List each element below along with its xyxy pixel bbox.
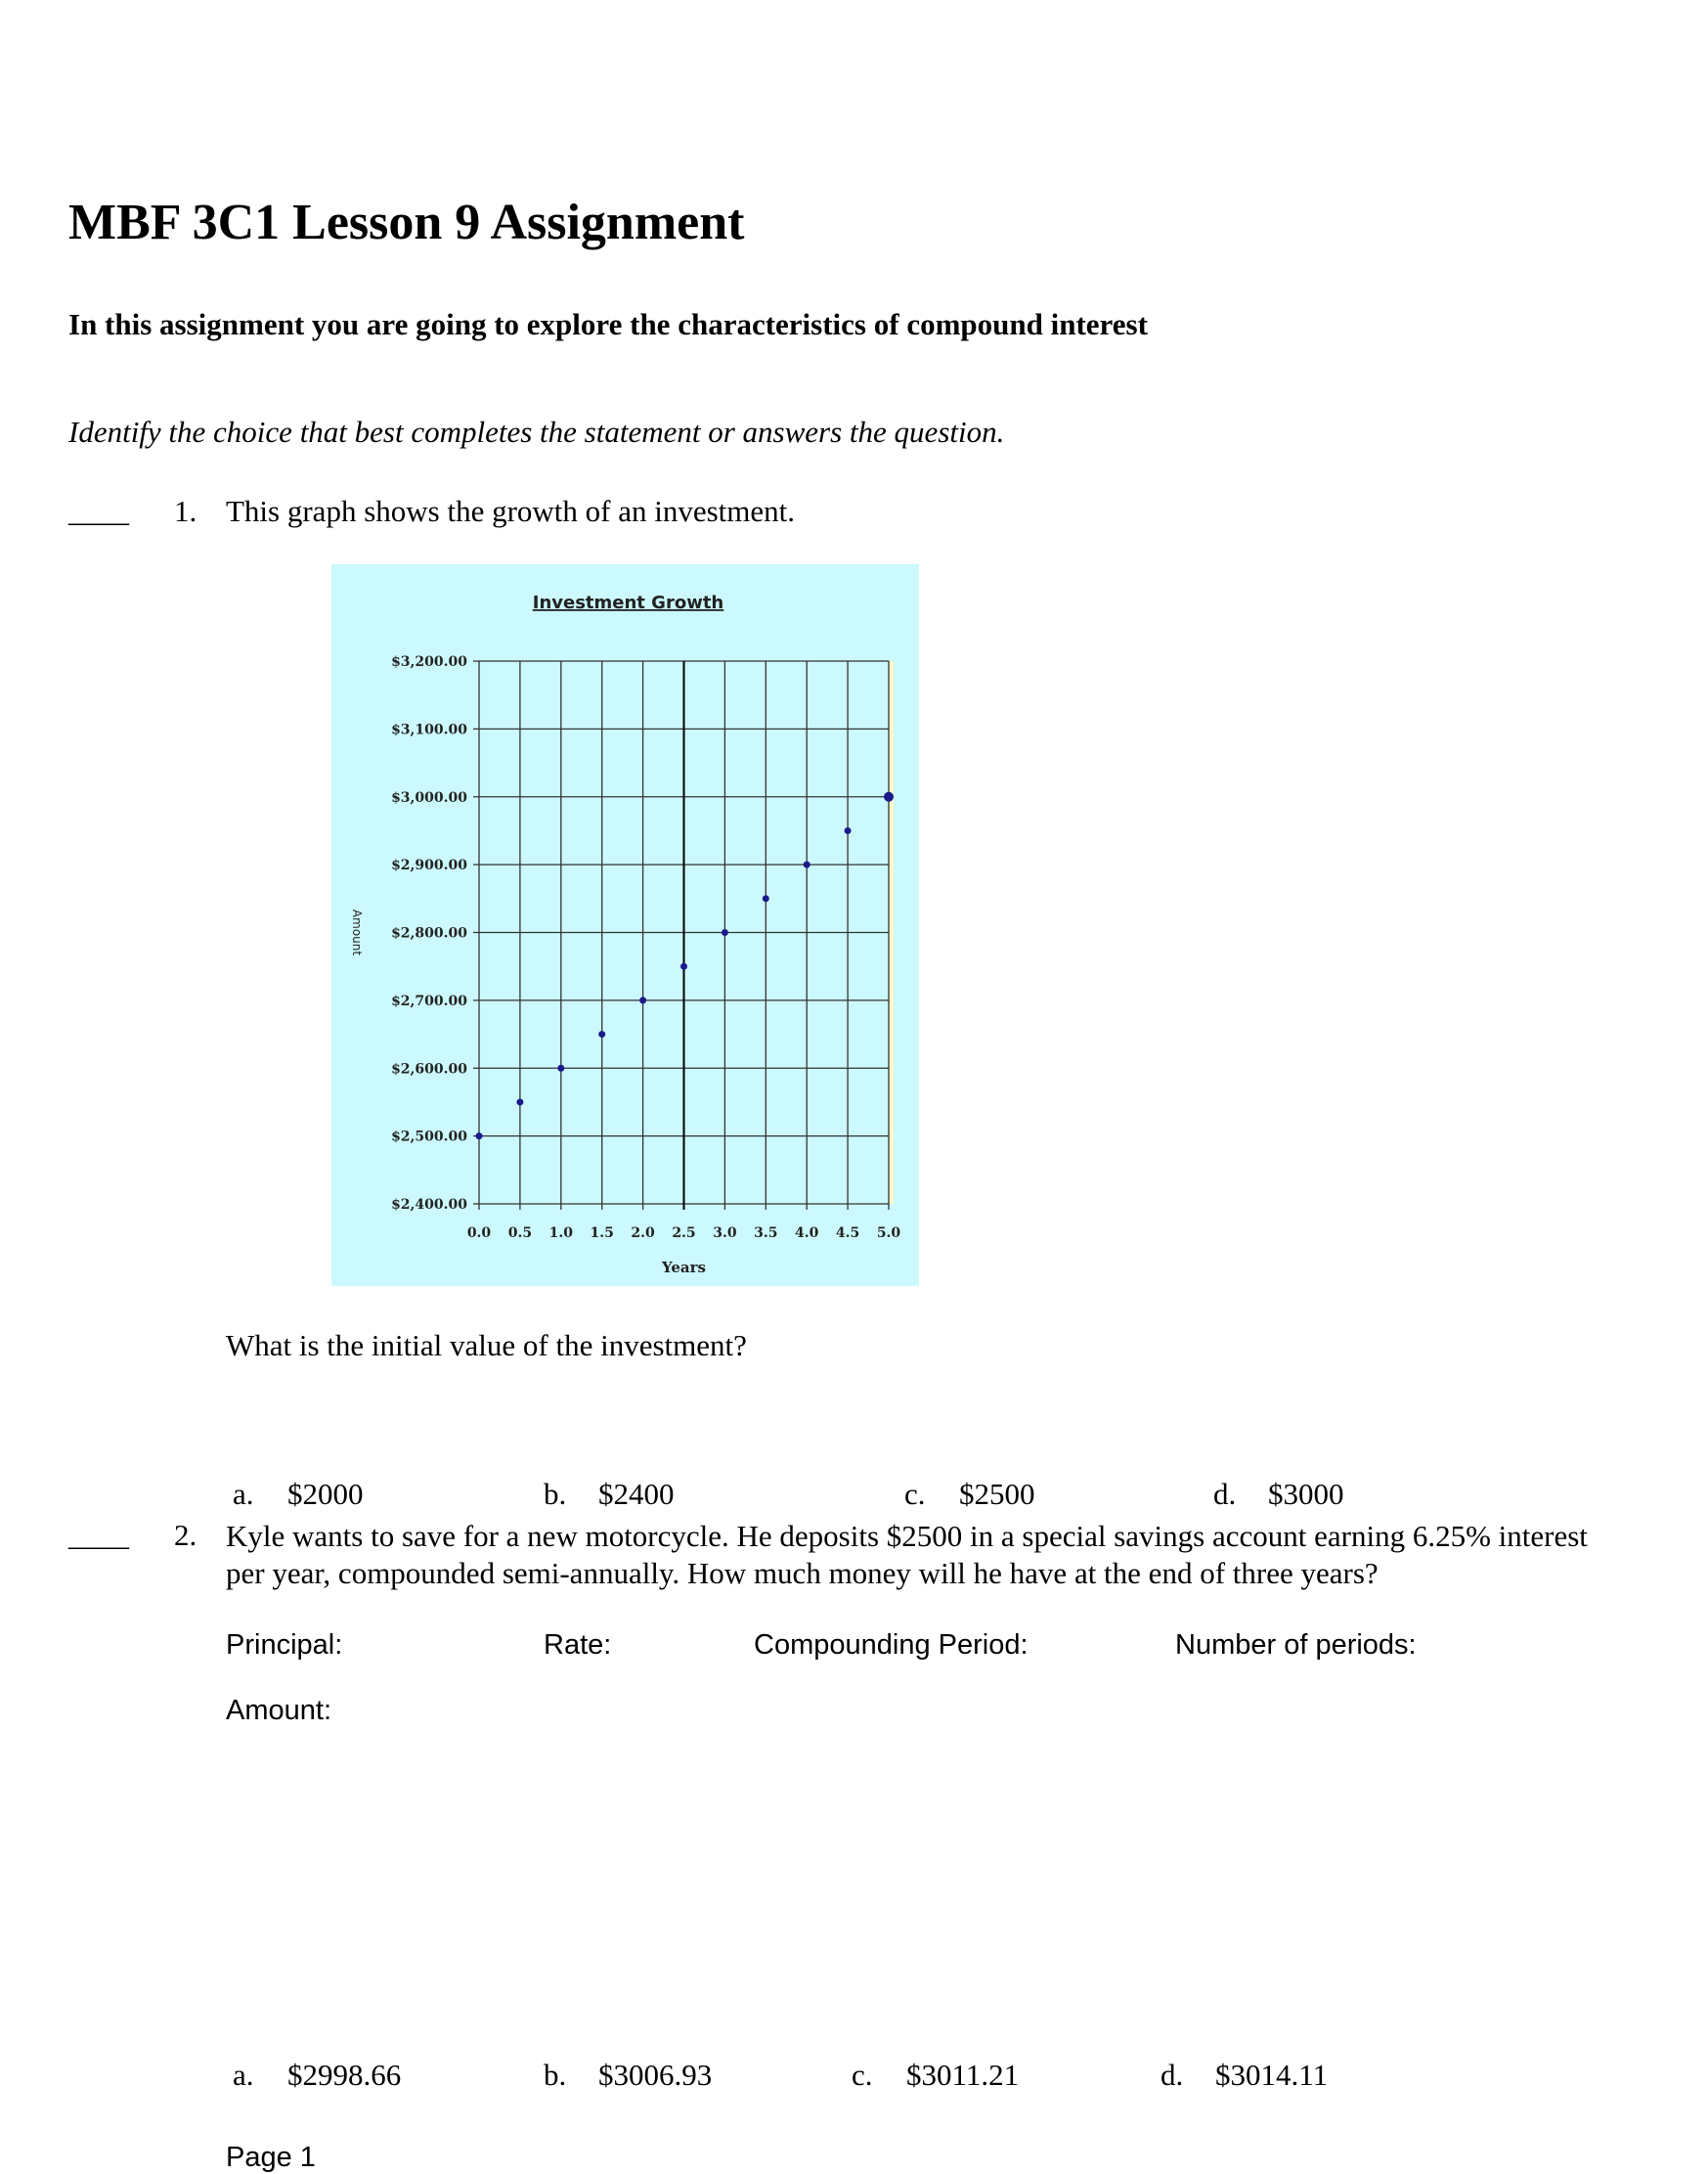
choice-value: $3014.11: [1215, 2058, 1329, 2092]
data-point: [516, 1098, 523, 1105]
number-of-periods-label: Number of periods:: [1175, 1629, 1417, 1661]
y-tick-label: $3,000.00: [391, 789, 467, 806]
data-point: [639, 997, 646, 1003]
data-point: [476, 1132, 483, 1139]
choice-value: $2400: [598, 1477, 675, 1511]
question-number-2: 2.: [174, 1518, 197, 1552]
answer-blank-1[interactable]: ____: [68, 494, 129, 528]
compounding-period-label: Compounding Period:: [754, 1629, 1029, 1661]
choice-letter: b.: [544, 2058, 567, 2092]
y-tick-label: $3,200.00: [391, 654, 467, 670]
question-number-1: 1.: [174, 494, 197, 528]
data-point: [804, 862, 810, 868]
x-tick-label: 2.5: [672, 1225, 696, 1241]
y-tick-label: $2,900.00: [391, 858, 467, 874]
y-axis-label: Amount: [350, 909, 364, 956]
plot-edge-strip: [889, 661, 894, 1204]
principal-label: Principal:: [226, 1629, 343, 1661]
answer-blank-2[interactable]: ____: [68, 1518, 129, 1552]
choice-value: $3000: [1268, 1477, 1344, 1511]
y-tick-label: $2,400.00: [391, 1197, 467, 1213]
choice-value: $3006.93: [598, 2058, 713, 2092]
page-title: MBF 3C1 Lesson 9 Assignment: [68, 195, 745, 250]
choice-value: $2998.66: [287, 2058, 402, 2092]
investment-growth-chart: [331, 564, 919, 1286]
choice-letter: d.: [1161, 2058, 1184, 2092]
y-tick-label: $2,800.00: [391, 925, 467, 942]
y-tick-label: $2,600.00: [391, 1061, 467, 1078]
question-text-1: This graph shows the growth of an investment.: [226, 494, 796, 528]
choice-2a[interactable]: [233, 2058, 401, 2093]
y-tick-label: $3,100.00: [391, 722, 467, 738]
x-tick-label: 0.5: [507, 1225, 533, 1241]
x-axis-label: Years: [661, 1259, 707, 1276]
chart-title: Investment Growth: [532, 593, 724, 613]
data-point: [557, 1065, 564, 1072]
choice-1d[interactable]: [1213, 1477, 1344, 1512]
data-point: [680, 963, 687, 970]
choice-2c[interactable]: [852, 2058, 1019, 2093]
choice-letter: c.: [852, 2058, 873, 2092]
choice-letter: c.: [904, 1477, 926, 1511]
choice-letter: a.: [233, 2058, 254, 2092]
page-subtitle: In this assignment you are going to explore the characteristics of compound interest: [68, 307, 1148, 341]
choice-letter: b.: [544, 1477, 567, 1511]
data-point: [845, 827, 852, 834]
instructions: Identify the choice that best completes the statement or answers the question.: [68, 415, 1005, 449]
rate-label: Rate:: [544, 1629, 612, 1661]
chart-svg: [331, 564, 919, 1286]
amount-label: Amount:: [226, 1695, 331, 1726]
choice-1c[interactable]: [904, 1477, 1035, 1512]
choice-1b[interactable]: [544, 1477, 675, 1512]
choice-letter: a.: [233, 1477, 254, 1511]
choice-letter: d.: [1213, 1477, 1237, 1511]
x-tick-label: 1.5: [590, 1225, 614, 1241]
data-point: [722, 929, 728, 936]
question-prompt-1: What is the initial value of the investment?: [226, 1328, 747, 1362]
x-tick-label: 2.0: [631, 1225, 655, 1241]
choice-value: $3011.21: [906, 2058, 1020, 2092]
page-number: Page 1: [226, 2142, 316, 2173]
data-point: [598, 1031, 605, 1038]
x-tick-label: 4.0: [795, 1225, 819, 1241]
x-tick-label: 4.5: [835, 1225, 860, 1241]
choice-1a[interactable]: [233, 1477, 364, 1512]
x-tick-label: 3.5: [754, 1225, 778, 1241]
choice-value: $2000: [287, 1477, 364, 1511]
y-tick-label: $2,700.00: [391, 993, 467, 1009]
x-tick-label: 5.0: [876, 1225, 901, 1241]
choice-2d[interactable]: [1161, 2058, 1328, 2093]
choice-2b[interactable]: [544, 2058, 712, 2093]
data-point: [763, 895, 769, 902]
x-tick-label: 1.0: [548, 1225, 573, 1241]
data-point: [884, 792, 894, 802]
choice-value: $2500: [959, 1477, 1035, 1511]
x-tick-label: 3.0: [713, 1225, 737, 1241]
x-tick-label: 0.0: [466, 1225, 492, 1241]
question-text-2: Kyle wants to save for a new motorcycle. He deposits $2500 in a special savings account earning 6.25% interest per year, compounded semi-annually. How much money will he have at the end of three years?: [226, 1519, 1588, 1590]
y-tick-label: $2,500.00: [391, 1129, 467, 1145]
